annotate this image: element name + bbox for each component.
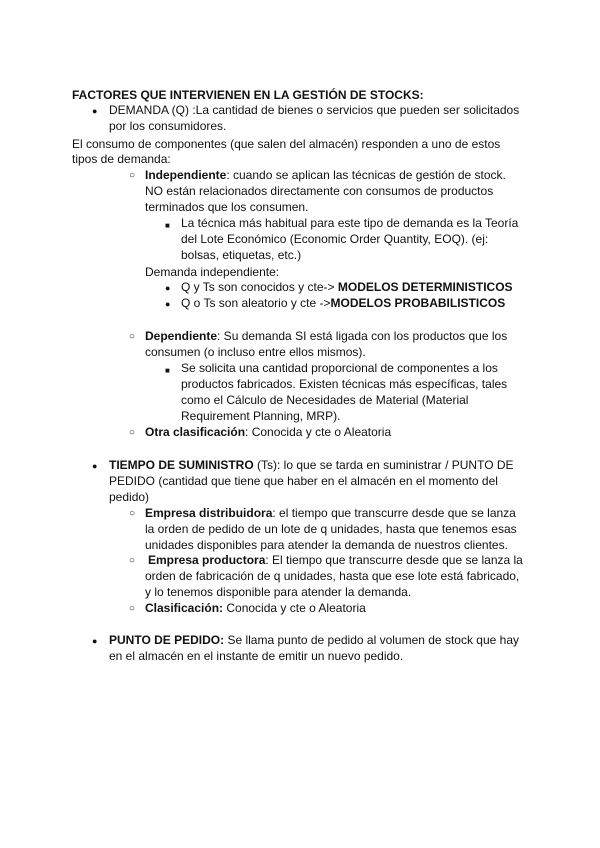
productora-line-2: orden de fabricación de q unidades, hasta que ese lote está fabricado, bbox=[145, 569, 520, 583]
independiente-line-3: terminados que los consumen. bbox=[145, 200, 309, 214]
bullet-disc: ● bbox=[165, 299, 171, 309]
tiempo-line-3: pedido) bbox=[109, 490, 150, 504]
dependiente-sub-2: productos fabricados. Existen técnicas más específicas, tales bbox=[181, 377, 508, 391]
independiente-sub-2: del Lote Económico (Economic Order Quantity, EOQ). (ej: bbox=[181, 232, 489, 246]
tiempo-line-2: PEDIDO (cantidad que tiene que haber en el almacén en el momento del bbox=[109, 474, 498, 488]
productora-rest: : El tiempo que transcurre desde que se lanza la bbox=[265, 553, 523, 567]
distribuidora-line-3: unidades disponibles para atender la demanda de nuestros clientes. bbox=[145, 538, 508, 552]
distribuidora-line-2: la orden de pedido de un lote de q unidades, hasta que tenemos esas bbox=[145, 522, 517, 536]
dependiente-line-2: consumen (o incluso entre ellos mismos). bbox=[145, 345, 366, 359]
punto-rest: Se llama punto de pedido al volumen de stock que hay bbox=[224, 633, 519, 647]
demanda-intro-1: El consumo de componentes (que salen del almacén) responden a uno de estos bbox=[72, 137, 501, 151]
productora-term: Empresa productora bbox=[148, 553, 266, 567]
distribuidora-line-1 bbox=[145, 506, 516, 521]
punto-line-1 bbox=[109, 633, 519, 648]
modelo-probabilistico bbox=[181, 296, 505, 311]
bullet-circle: ○ bbox=[129, 170, 136, 181]
independiente-sub-3: bolsas, etiquetas, etc.) bbox=[181, 248, 302, 262]
demanda-line-1: DEMANDA (Q) :La cantidad de bienes o servicios que pueden ser solicitados bbox=[109, 103, 520, 117]
bullet-square: ■ bbox=[165, 221, 170, 230]
dependiente-term: Dependiente bbox=[145, 329, 218, 343]
bullet-circle: ○ bbox=[129, 508, 136, 519]
dependiente-sub-3: como el Cálculo de Necesidades de Material (Material bbox=[181, 393, 469, 407]
bullet-disc: ● bbox=[92, 106, 98, 116]
demanda-independiente-label: Demanda independiente: bbox=[145, 265, 280, 279]
distribuidora-rest: : el tiempo que transcurre desde que se lanza bbox=[272, 506, 516, 520]
clasificacion-term: Clasificación: bbox=[145, 601, 224, 615]
dependiente-rest: : Su demanda SI está ligada con los productos que los bbox=[217, 329, 508, 343]
tiempo-line-1 bbox=[109, 458, 514, 473]
punto-line-2: en el almacén en el instante de emitir un nuevo pedido. bbox=[109, 649, 404, 663]
bullet-circle: ○ bbox=[129, 603, 136, 614]
distribuidora-term: Empresa distribuidora bbox=[145, 506, 273, 520]
demanda-line-2: por los consumidores. bbox=[109, 119, 227, 133]
tiempo-term: TIEMPO DE SUMINISTRO bbox=[109, 458, 254, 472]
otra-term: Otra clasificación bbox=[145, 425, 246, 439]
otra-rest: : Conocida y cte o Aleatoria bbox=[245, 425, 392, 439]
dependiente-line-1 bbox=[145, 329, 507, 344]
productora-line-1 bbox=[148, 553, 523, 568]
dependiente-sub-1: Se solicita una cantidad proporcional de componentes a los bbox=[181, 361, 498, 375]
bullet-square: ■ bbox=[165, 366, 170, 375]
modelo-bold: MODELOS PROBABILISTICOS bbox=[330, 296, 506, 310]
independiente-line-1 bbox=[145, 168, 506, 183]
tiempo-rest: (Ts): lo que se tarda en suministrar / PUNTO DE bbox=[253, 458, 514, 472]
independiente-rest: : cuando se aplican las técnicas de gestión de stock. bbox=[226, 168, 506, 182]
punto-term: PUNTO DE PEDIDO: bbox=[109, 633, 225, 647]
bullet-circle: ○ bbox=[129, 331, 136, 342]
independiente-line-2: NO están relacionados directamente con consumos de productos bbox=[145, 184, 494, 198]
demanda-intro-2: tipos de demanda: bbox=[72, 152, 171, 166]
bullet-disc: ● bbox=[165, 283, 171, 293]
clasificacion-rest: Conocida y cte o Aleatoria bbox=[223, 601, 366, 615]
bullet-disc: ● bbox=[92, 636, 98, 646]
independiente-sub-1: La técnica más habitual para este tipo de demanda es la Teoría bbox=[181, 216, 519, 230]
document-title: FACTORES QUE INTERVIENEN EN LA GESTIÓN DE STOCKS: bbox=[72, 88, 424, 102]
modelo-bold: MODELOS DETERMINISTICOS bbox=[337, 280, 513, 294]
productora-line-3: y lo tenemos disponible para atender la demanda. bbox=[145, 585, 412, 599]
bullet-disc: ● bbox=[92, 461, 98, 471]
independiente-term: Independiente bbox=[145, 168, 227, 182]
clasificacion-line bbox=[145, 601, 366, 616]
bullet-circle: ○ bbox=[129, 555, 136, 566]
dependiente-sub-4: Requirement Planning, MRP). bbox=[181, 409, 341, 423]
modelo-deterministico bbox=[181, 280, 513, 295]
modelo-text: Q o Ts son aleatorio y cte -> bbox=[181, 296, 331, 310]
bullet-circle: ○ bbox=[129, 427, 136, 438]
modelo-text: Q y Ts son conocidos y cte-> bbox=[181, 280, 338, 294]
otra-clasificacion bbox=[145, 425, 391, 440]
